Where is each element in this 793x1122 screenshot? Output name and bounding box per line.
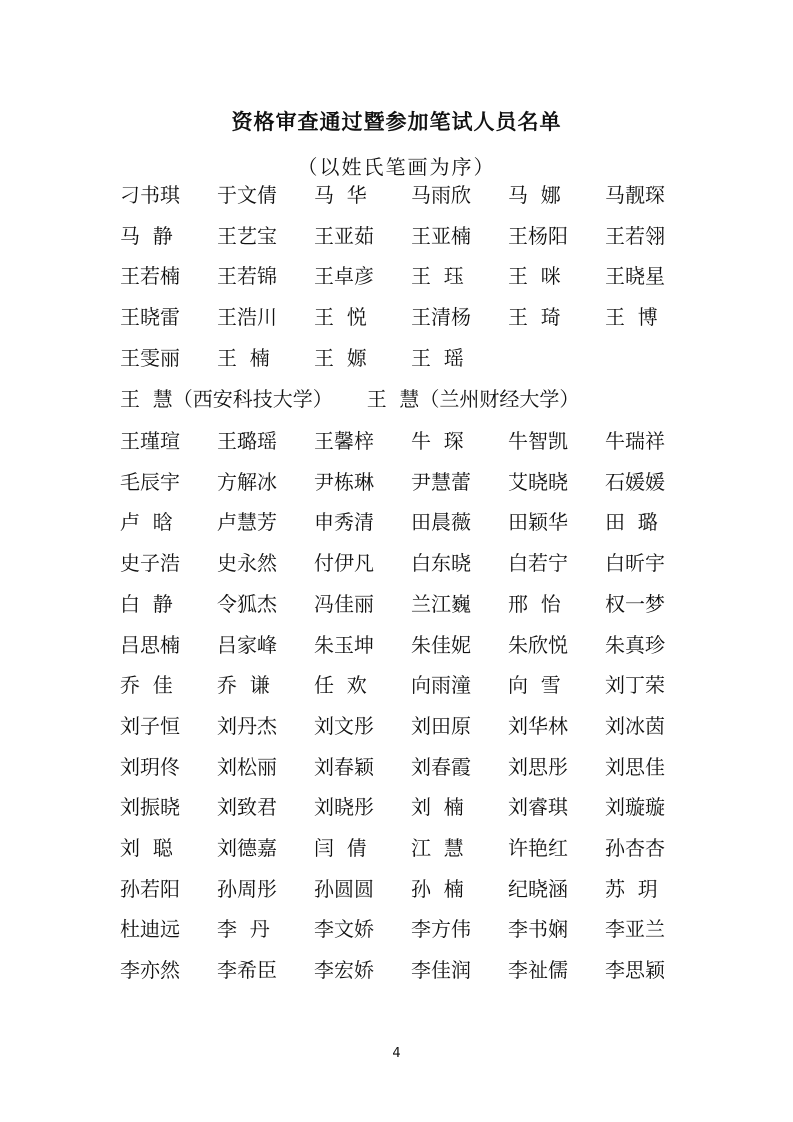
name-entry: 牛瑞祥 bbox=[605, 429, 665, 453]
name-note: （西安科技大学） bbox=[172, 387, 333, 411]
name-row bbox=[120, 914, 720, 944]
name-entry: 艾晓晓 bbox=[508, 469, 568, 494]
name-entry: 马雨欣 bbox=[411, 183, 471, 207]
name-entry: 卢 晗 bbox=[120, 510, 173, 535]
name-entry: 朱欣悦 bbox=[508, 632, 568, 657]
name-entry: 孙杏杏 bbox=[605, 836, 665, 860]
name-entry: 李 丹 bbox=[217, 917, 270, 942]
name-entry: 刘春霞 bbox=[411, 754, 471, 779]
name-row bbox=[120, 752, 720, 782]
name-entry: 王晓星 bbox=[605, 264, 665, 289]
name-entry: 闫 倩 bbox=[314, 836, 367, 860]
name-entry: 刘思佳 bbox=[605, 754, 665, 779]
name-entry: 田 璐 bbox=[605, 510, 658, 535]
name-entry: 刘思彤 bbox=[508, 754, 568, 779]
name-entry: 石媛媛 bbox=[605, 469, 665, 494]
name-entry: 兰江巍 bbox=[411, 591, 471, 616]
name-row bbox=[120, 261, 720, 291]
name-entry: 牛智凯 bbox=[508, 429, 568, 453]
name-entry: 许艳红 bbox=[508, 836, 568, 860]
name-entry: 刘睿琪 bbox=[508, 795, 568, 820]
name-entry: 白东晓 bbox=[411, 551, 471, 576]
name-row bbox=[120, 302, 720, 332]
name-entry: 王若楠 bbox=[120, 264, 180, 289]
name-entry: 刘冰茵 bbox=[605, 713, 665, 738]
name-entry: 乔 佳 bbox=[120, 673, 173, 698]
name-entry: 王 珏 bbox=[411, 264, 464, 289]
name-entry: 王若翎 bbox=[605, 223, 665, 248]
name-entry: 刘春颖 bbox=[314, 754, 374, 779]
name-row bbox=[120, 507, 720, 537]
name-row bbox=[120, 711, 720, 741]
name-entry: 李佳润 bbox=[411, 958, 471, 983]
name-entry: 王亚楠 bbox=[411, 223, 471, 248]
name-entry: 刘德嘉 bbox=[217, 836, 277, 860]
name-entry: 冯佳丽 bbox=[314, 591, 374, 616]
name-entry: 刘田原 bbox=[411, 713, 471, 738]
name-entry: 刁书琪 bbox=[120, 183, 180, 207]
name-row bbox=[120, 467, 720, 497]
name-entry: 王晓雷 bbox=[120, 305, 180, 330]
name-entry: 杜迪远 bbox=[120, 917, 180, 942]
name-entry: 王瑾瑄 bbox=[120, 429, 180, 453]
name-entry: 方解冰 bbox=[217, 469, 277, 494]
name-note: （兰州财经大学） bbox=[419, 387, 580, 411]
name-entry: 刘子恒 bbox=[120, 713, 180, 738]
name-entry bbox=[508, 343, 605, 373]
name-entry bbox=[605, 343, 702, 373]
name-entry: 王艺宝 bbox=[217, 223, 277, 248]
name-row bbox=[120, 955, 720, 985]
name-entry: 孙若阳 bbox=[120, 876, 180, 901]
name-entry: 毛辰宇 bbox=[120, 469, 180, 494]
name-entry: 朱玉坤 bbox=[314, 632, 374, 657]
name-row bbox=[120, 589, 720, 619]
name-entry: 刘 楠 bbox=[411, 795, 464, 820]
name-entry: 白 静 bbox=[120, 591, 173, 616]
name-entry: 李祉儒 bbox=[508, 958, 568, 983]
name-entry: 王馨梓 bbox=[314, 429, 374, 453]
name-entry: 江 慧 bbox=[411, 836, 464, 860]
name-entry: 尹慧蕾 bbox=[411, 469, 471, 494]
name-entry: 向 雪 bbox=[508, 673, 561, 698]
name-entry: 苏 玥 bbox=[605, 876, 658, 901]
name-entry: 李希臣 bbox=[217, 958, 277, 983]
name-entry: 李宏娇 bbox=[314, 958, 374, 983]
name-entry: 田颖华 bbox=[508, 510, 568, 535]
name-entry: 马 华 bbox=[314, 183, 367, 207]
name-row bbox=[120, 548, 720, 578]
name-entry: 白昕宇 bbox=[605, 551, 665, 576]
name-entry: 马靓琛 bbox=[605, 183, 665, 207]
name-entry: 王亚茹 bbox=[314, 223, 374, 248]
name-entry: 王清杨 bbox=[411, 305, 471, 330]
name-entry: 王 咪 bbox=[508, 264, 561, 289]
spacer bbox=[333, 384, 367, 414]
name-entry: 权一梦 bbox=[605, 591, 665, 616]
name-entry: 向雨潼 bbox=[411, 673, 471, 698]
name-entry: 刘文彤 bbox=[314, 713, 374, 738]
name-entry: 李思颖 bbox=[605, 958, 665, 983]
name-entry: 孙 楠 bbox=[411, 876, 464, 901]
name-entry: 吕思楠 bbox=[120, 632, 180, 657]
name-entry: 李方伟 bbox=[411, 917, 471, 942]
name-entry: 于文倩 bbox=[217, 183, 277, 207]
name-entry: 乔 谦 bbox=[217, 673, 270, 698]
name-row bbox=[120, 792, 720, 822]
document-subtitle: （以姓氏笔画为序） bbox=[297, 155, 496, 179]
name-entry: 刘振晓 bbox=[120, 795, 180, 820]
name-entry: 李亚兰 bbox=[605, 917, 665, 942]
name-entry: 刘晓彤 bbox=[314, 795, 374, 820]
name-entry: 白若宁 bbox=[508, 551, 568, 576]
name-entry: 卢慧芳 bbox=[217, 510, 277, 535]
name-row bbox=[120, 670, 720, 700]
page-number: 4 bbox=[392, 1046, 401, 1061]
name-entry: 刘丹杰 bbox=[217, 713, 277, 738]
name-entry: 刘丁荣 bbox=[605, 673, 665, 698]
document-title: 资格审查通过暨参加笔试人员名单 bbox=[231, 110, 562, 134]
name-row bbox=[120, 630, 720, 660]
name-entry: 牛 琛 bbox=[411, 429, 464, 453]
name-entry: 马 娜 bbox=[508, 183, 561, 207]
name-row bbox=[120, 874, 720, 904]
name-entry: 王 慧 bbox=[120, 387, 173, 411]
name-entry: 田晨薇 bbox=[411, 510, 471, 535]
name-entry: 李书娴 bbox=[508, 917, 568, 942]
name-entry: 纪晓涵 bbox=[508, 876, 568, 901]
name-entry: 刘松丽 bbox=[217, 754, 277, 779]
name-entry: 刘致君 bbox=[217, 795, 277, 820]
name-entry: 申秀清 bbox=[314, 510, 374, 535]
name-entry: 马 静 bbox=[120, 223, 173, 248]
name-entry: 令狐杰 bbox=[217, 591, 277, 616]
name-entry: 刘璇璇 bbox=[605, 795, 665, 820]
name-entry: 孙周彤 bbox=[217, 876, 277, 901]
name-entry: 史子浩 bbox=[120, 551, 180, 576]
name-entry: 王 嫄 bbox=[314, 345, 367, 370]
name-entry: 刘玥佟 bbox=[120, 754, 180, 779]
name-entry: 李文娇 bbox=[314, 917, 374, 942]
name-entry: 王 琦 bbox=[508, 305, 561, 330]
name-entry: 王璐瑶 bbox=[217, 429, 277, 453]
name-entry: 孙圆圆 bbox=[314, 876, 374, 901]
name-entry: 王 楠 bbox=[217, 345, 270, 370]
name-row bbox=[120, 180, 720, 210]
name-entry: 李亦然 bbox=[120, 958, 180, 983]
name-entry: 吕家峰 bbox=[217, 632, 277, 657]
name-entry: 王 悦 bbox=[314, 305, 367, 330]
name-entry: 王杨阳 bbox=[508, 223, 568, 248]
name-entry: 邢 怡 bbox=[508, 591, 561, 616]
special-name-row bbox=[120, 384, 579, 414]
name-row bbox=[120, 833, 720, 863]
name-row bbox=[120, 426, 720, 456]
name-entry: 刘华林 bbox=[508, 713, 568, 738]
name-row bbox=[120, 221, 720, 251]
name-entry: 王 博 bbox=[605, 305, 658, 330]
name-entry: 王浩川 bbox=[217, 305, 277, 330]
name-entry: 付伊凡 bbox=[314, 551, 374, 576]
name-entry: 朱真珍 bbox=[605, 632, 665, 657]
name-entry: 史永然 bbox=[217, 551, 277, 576]
name-entry: 朱佳妮 bbox=[411, 632, 471, 657]
name-row bbox=[120, 343, 720, 373]
name-entry: 任 欢 bbox=[314, 673, 367, 698]
name-entry: 王若锦 bbox=[217, 264, 277, 289]
name-entry: 王雯丽 bbox=[120, 345, 180, 370]
name-entry: 尹栋琳 bbox=[314, 469, 374, 494]
name-entry: 王 瑶 bbox=[411, 345, 464, 370]
name-entry: 刘 聪 bbox=[120, 836, 173, 860]
name-entry: 王 慧 bbox=[366, 387, 420, 411]
name-entry: 王卓彦 bbox=[314, 264, 374, 289]
